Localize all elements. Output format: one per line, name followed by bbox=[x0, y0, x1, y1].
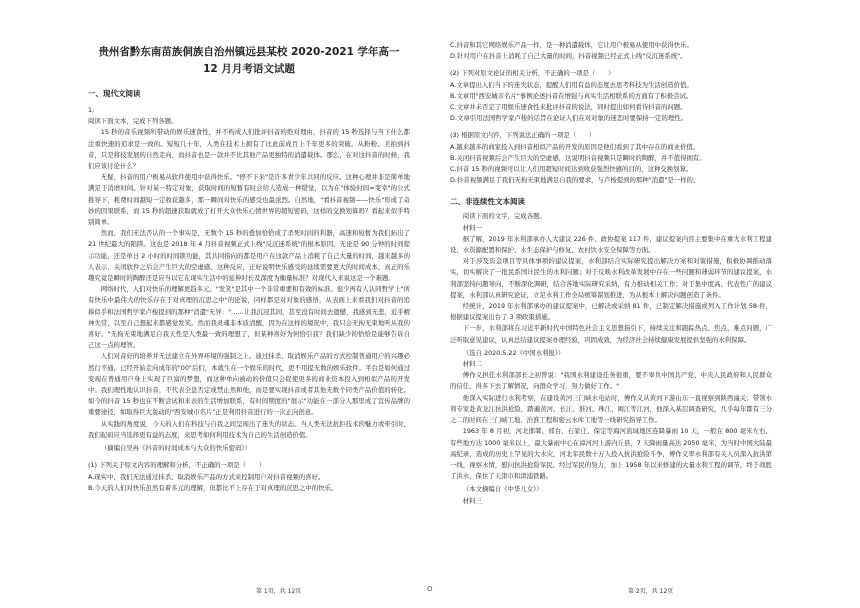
page-number-right: 第 2页，共 12页 bbox=[628, 588, 674, 595]
passage bbox=[88, 127, 410, 441]
page-number-left: 第 1页，共 12页 bbox=[256, 588, 302, 595]
q2-option-c: C.文章并未否定了用娱乐速食性来批评抖音的说法，同时提出如何看待抖音的问题。 bbox=[450, 103, 687, 112]
reading-instruction-2: 阅读下面的文字，完成各题。 bbox=[462, 212, 546, 221]
question-3: (3) 根据原文内容，下列说法正确的一项是（ ） bbox=[450, 131, 596, 140]
question-2: (2) 下列对原文论证的相关分析，不正确的一项是（ ） bbox=[450, 69, 615, 78]
passage-source: （摘编自吴冉《抖音的时间成本与大众的快乐密码》） bbox=[100, 444, 251, 453]
q1-option-c: C.抖音和其它网络娱乐产品一样，是一种消遣载体，它让用户极易从使用中获得快乐。 bbox=[450, 41, 693, 49]
page-title: 贵州省黔东南苗族侗族自治州镇远县某校 2020-2021 学年高一 12 月月考语文试题 bbox=[98, 46, 400, 75]
material-2-label: 材料二 bbox=[462, 360, 482, 369]
passage-paragraph: 无疑，抖音的用户极易从软件使用中获得快乐。"停不下来"是许多青少年共同的反应。这种心理并非是简单地满足于消磨时间。针对某一特定对象，获取时间的短暂有时会给人造成一种错觉，以为在"体验时间=变幸"的公式推导下，耗费时间越短一定收获越多，那一瞬间对快乐的感受也最浓烈。自然地，"看抖音视频——快乐"形成了奇妙的因果联系，而 15 秒的超速获取就成了打开大众快乐心情世界的超短密码，这样的交换划算吗？看起来似乎特别简单。 bbox=[88, 173, 410, 227]
q2-option-d: D.文章引用法国哲学家卢梭的话旨在论证人们在对对象的迷恋时要保持一定的理性。 bbox=[450, 114, 688, 123]
reading-instruction: 阅读下面文本，完成下列各题。 bbox=[88, 117, 178, 126]
section-heading-2: 二、非连续性文本阅读 bbox=[450, 197, 525, 207]
section-heading-1: 一、现代文阅读 bbox=[88, 89, 141, 98]
q1-option-a: A.现实中，我们无法通过抹杀、取消娱乐产品的方式来控制用户对抖音视频的喜好。 bbox=[88, 472, 325, 481]
fold-mark: O bbox=[427, 585, 433, 593]
question-number: 1. bbox=[88, 106, 95, 114]
material-paragraph: 据了解，2019 年水利部承办人大建议 226 件、政协提案 117 件，建议提案内容主要集中在重大水利工程建设、水资源配置和保护、水生态保护与修复、农村饮水安全保障等方面。 bbox=[450, 234, 772, 255]
material-1-label: 材料一 bbox=[462, 223, 482, 232]
q1-option-d: D.针对用户在抖音上消耗了自己大量的时间，抖音视频已经正式上线"反沉迷系统"。 bbox=[450, 52, 687, 61]
material-paragraph: 1963 年 8 月初，河北邯郸、邢台、石家庄、保定等海河流域地区连降暴雨 10 天，一般在 800 毫米左右，有些地方达 1000 毫米以上，最大暴雨中心在漳河河上游内丘县，7 天降雨量高达 2050 毫米，为当时中国大陆最高纪录，造成的历史上罕见的大水灾，河北军民数十万人投入抗洪抢险斗争，傅作义率水利部有关人员深入抗洪第一线，视察水情，慰问抗洪抢险军民。经过军民的努力，加上 1958 年以来修建的大量水利工程的调节，终于战胜了洪水，保住了天津市和津浦铁路。 bbox=[450, 427, 772, 481]
q2-option-a: A.文章提出人们当下的迷失状态，提醒人们用有益的态度去思考科技为生活创造价值。 bbox=[450, 80, 693, 89]
passage-paragraph: 人们对音好的培养并无法建立在外界环境的强制之上。通过抹杀、取消娱乐产品的方式控制普通用户的兴趣必然行不通，已经开始走向成年的"00"后们，本就生在一个娱乐的时代，更不用提无数的娱乐软件。平台是如何通过变现在普通用户身上实现了巨富的梦想，而这种单向被动的价值只会促使更多的商业资本投入到相似产品的开发中。我们理性地认识抖音，不代表全盘否定或禁止然和他，而是要实现抖音或者其他无数个同类产品价值的转化。如今的抖音 15 秒也在不断尝试和来表的生活增加联系，有时间期度的"展示"功能在一部分人那里成了宣传品牌的重要途径，如取得巨大轰动的"西安城市名片"正是利用抖音进行的一次正向创意。 bbox=[88, 352, 410, 417]
passage-paragraph: 然而，我们无法否认的一个事实是，无数个 15 秒的叠加恰恰成了杀死时间的利器，高速和短暂为我们拓出了 21 世纪最大的陷阱。这也是 2018 年 4 月抖音视频正式上线"反沉迷系统"的根本原因。无论是 90 分钟的时间提示功能，还是单日 2 小时的时间锁功能，其共同指向的都是用户在这款产品上消耗了自己大量的时间，越来越多的人表示，关闭软件之后会产生巨大的空虚感。这种反应，正好说明快乐感受的延续需要更大的时间成本，真正的乐趣究竟是瞬时的陶醉还是应当以它在现实生活中的延伸时长及深度为衡量标准？对现代人来说这是一个难题。 bbox=[88, 229, 410, 283]
passage-paragraph: 网络时代，人们对快乐的理解更趋多元。"发笑"是其中一个非常重要和有效的标准。很少再有人认同哲学上"所有快乐中最伟大的快乐存在于对真理的沉思之中"的论说，同样都是对对象的感悟，从表面上来看我们对抖音的追捧似乎和法国哲学家卢梭提到的那种"消遣"无异："……让我沉浸其间，甚至没有时间去遗憾，我感到无悲，近乎精神失常，以至自己想起来都感觉发笑。然而我灵魂非本质清醒，因为在这样的境况中，我只会无拘无束地听从我的喜好。"无拘无束地满足自我天性是人类最一致的理想了，但某种喜好为何恰引我？我们缺少的恰恰是能够告诉自己这一点的理智。 bbox=[88, 285, 410, 350]
passage-paragraph: 15 秒的音乐视频所带动的娱乐速食性，并不构成人们批评抖音的绝对理由，抖音的 15 秒选择与当下什么都注重快速的追求是一致的。短短几十年，人类在技术上拥有了比此前成百上千年更多的突破。从粉粉、美拍到抖音，只是将技发展的自然走向，而抖音也是一款并不比其他产品更独特的消遣载体。那么，在对这抖音的时候，我们应该讨论什么？ bbox=[88, 128, 410, 171]
material-3-label: 材料三 bbox=[462, 496, 482, 505]
passage-paragraph: 从实践的角度说，今天的人们在科技与自我之间呈现出了迷失的状态。当人类无法抗拒技术的魅力或牵引时，我们起码应当选择更有益的态度，来思考如何利用技术为自己的生活创造价值。 bbox=[88, 419, 410, 439]
material-paragraph: 他深入实际进行水利考察，在建设黄河三门峡水电站时，傅作义从黄河下游山东一直视察到陕西潼关；带领水利专家赴黄龙江抗洪抢险，踏遍黄河、长江、淮河、珠江、闽江等江河，他深入基层调查研究，几乎每年都有三分之二的时间在三门峡工地、治淮工程和密云水库工地等一线研究指导工作。 bbox=[450, 393, 772, 425]
q3-option-c: C.抖音 15 秒的视频可以让人们用超短时间达到收获强烈快感的目的，这种交换划算。 bbox=[450, 165, 693, 174]
q1-option-b: B.今天的人们对快乐虽然有着多元的理解，但都比不上存在于对真理的沉思之中的快乐。 bbox=[88, 483, 338, 492]
q3-option-b: B.关闭抖音视频后会产生巨大的空虚感，这说明抖音视频只是瞬时的陶醉，并不值得拥有。 bbox=[450, 153, 706, 162]
material-1-source: （选自 2020.5.22《中国水利报》） bbox=[462, 348, 565, 357]
material-paragraph: 傅作义担任水利部部长之初曾说："我国水利建设任务很重，要不辜负中国共产党、中央人民政府和人民群众的信任，得多下去了解情况，向群众学习，努力做好工作。" bbox=[450, 371, 772, 391]
material-2-source: （本文摘编自《中华儿女》） bbox=[462, 485, 543, 494]
q3-option-d: D.抖音视频满足了我们无拘无束地满足自我的要求，与卢梭提到的那种"消遣"是一样的。 bbox=[450, 176, 700, 185]
q3-option-a: A.越来越多的商家投入到抖音相似产品的开发的原因是他们看到了其中存在的商业价值。 bbox=[450, 142, 700, 151]
left-column bbox=[88, 0, 410, 608]
material-paragraph: 经统计，2019 年水利部承办的建议提案中，已解决或采纳 81 件，已制定解决措施或列入工作计划 58 件，根据建议提案出台了 3 项政策措施。 bbox=[450, 302, 772, 322]
material-paragraph: 下一步，水利部将在习近平新时代中国特色社会主义思想指引下，持续关注和跟踪热点、焦点、难点问题，广泛听取意见建议，认真总结建议提案办理经验，巩固成效，为经济社会持续健康发展提供坚强的水利保障。 bbox=[450, 324, 772, 344]
right-column bbox=[450, 0, 772, 608]
q2-option-b: B.文章用"西安城市名片"事例论述抖音在增强与真实生活相联系的方面有了积极尝试。 bbox=[450, 91, 693, 100]
material-paragraph: 对于涉及资金项目等具体事项的建议提案，水利部结合实际研究提出解决方案和对策措施，积极协调推动落实，切实解决了一批民系国计民生的水利问题；对于反映水利改革发展中存在一些问题和薄弱环节的建议提案，水利部坚持问题导向，不断深化调研，结合各地实际研究采纳，有力推动相关工作；对于集中度高、代表性广的建议提案，水利部认真研究论证，立足水利工作全局统筹谋划推进，为从根本上解决问题创造了条件。 bbox=[450, 257, 772, 299]
question-1: (1) 下列关于原文内容的理解和分析，不正确的一项是（ ） bbox=[88, 461, 266, 470]
